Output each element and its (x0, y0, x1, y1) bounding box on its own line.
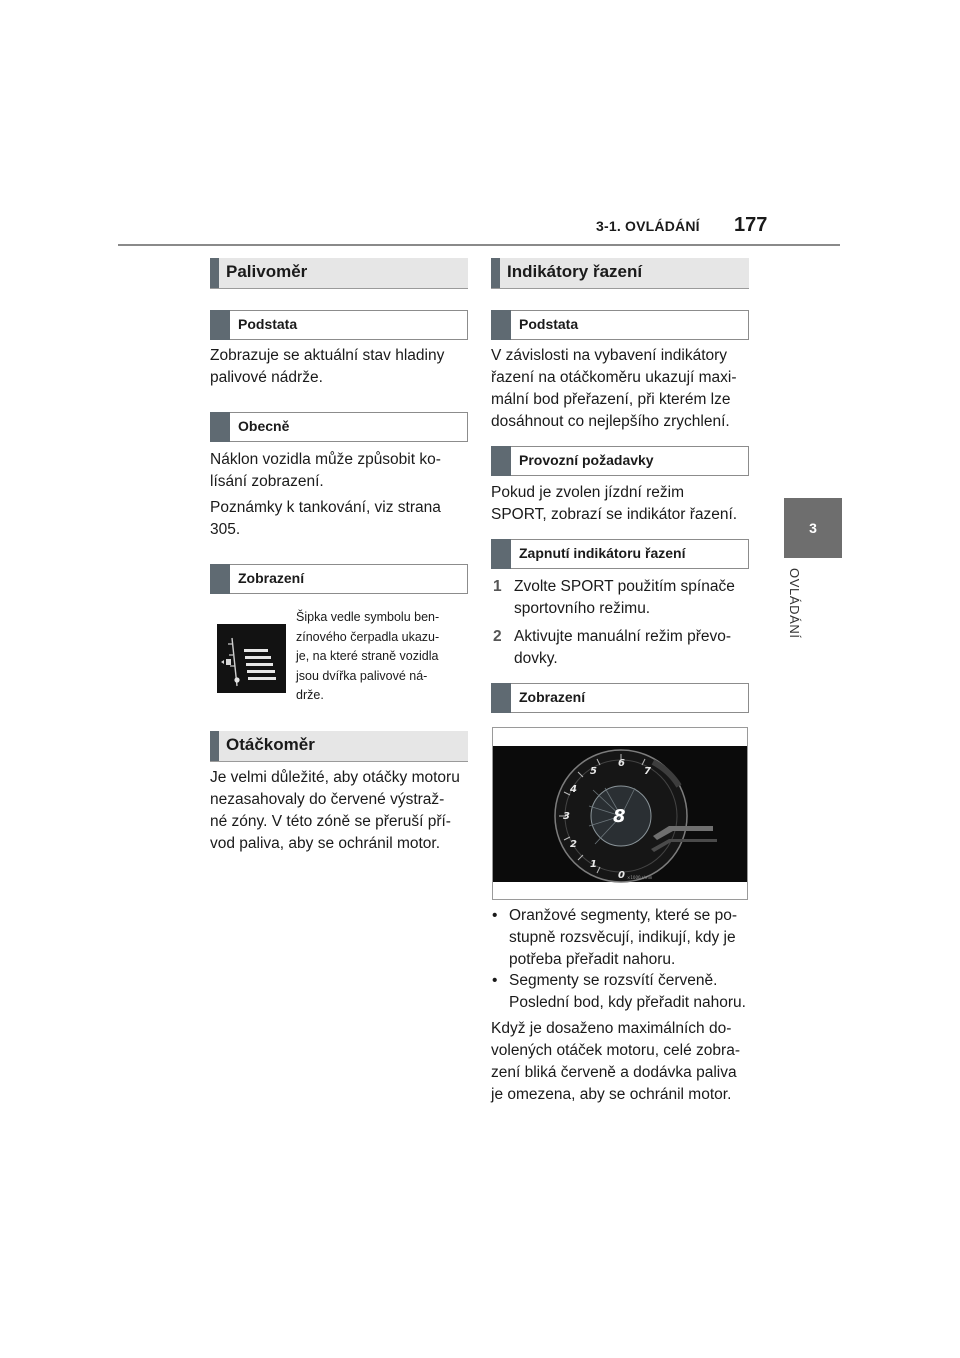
line: V závislosti na vybavení indikátory (491, 347, 728, 364)
subheading-text: Podstata (519, 316, 579, 332)
line: né zóny. V této zóně se přeruší pří- (210, 813, 451, 830)
line: stupně rozsvěcují, indikují, kdy je (509, 929, 736, 946)
tach-label-0: 0 (618, 870, 625, 881)
subheading-bar (210, 310, 230, 340)
subheading-text: Zobrazení (238, 570, 305, 586)
line: Pokud je zvolen jízdní režim (491, 484, 684, 501)
line: vod paliva, aby se ochránil motor. (210, 835, 441, 852)
chapter-label (787, 568, 807, 658)
bullet-1-marker: • (492, 907, 498, 924)
step-2-text (514, 626, 731, 670)
line: nezasahovaly do červené výstraž- (210, 791, 445, 808)
paragraph-podstata-left (210, 345, 444, 389)
step-1 (493, 576, 502, 598)
line: zení bliká červeně a dodávka paliva (491, 1064, 737, 1081)
subheading-podstata-right (491, 310, 749, 340)
line: potřeba přeřadit nahoru. (509, 951, 676, 968)
paragraph-otackomer (210, 767, 460, 855)
line: dosáhnout co nejlepšího zrychlení. (491, 413, 730, 430)
tach-label-6: 6 (618, 758, 625, 769)
line: Je velmi důležité, aby otáčky motoru (210, 769, 460, 786)
chapter-tab: 3 (784, 498, 842, 558)
paragraph-obecne (210, 449, 441, 493)
tach-label-2: 2 (570, 839, 577, 850)
subheading-text: Obecně (238, 418, 290, 434)
bullet-2-text (509, 970, 746, 1014)
heading-bar (210, 731, 219, 761)
line: Zvolte SPORT použitím spínače (514, 578, 735, 595)
tachometer-image (492, 727, 748, 900)
step-number: 2 (493, 628, 502, 645)
line: Poznámky k tankování, viz strana (210, 499, 441, 516)
tach-label-3: 3 (563, 811, 570, 822)
subheading-bar (491, 683, 511, 713)
step-2 (493, 626, 502, 648)
bullet-1-text (509, 905, 737, 971)
paragraph-provozni (491, 482, 737, 526)
line: lísání zobrazení. (210, 473, 324, 490)
subheading-text: Zapnutí indikátoru řazení (519, 545, 686, 561)
line: Segmenty se rozsvítí červeně. (509, 972, 718, 989)
chapter-label-text: OVLÁDÁNÍ (787, 568, 802, 639)
heading-text: Otáčkoměr (226, 735, 315, 754)
subheading-bar (210, 412, 230, 442)
heading-palivomer (210, 258, 468, 289)
tach-label-4: 4 (570, 784, 577, 795)
paragraph-podstata-right (491, 345, 737, 433)
tach-label-1: 1 (590, 859, 597, 870)
header-rule (118, 244, 840, 246)
line: Zobrazuje se aktuální stav hladiny (210, 347, 445, 364)
line: Poslední bod, kdy přeřadit nahoru. (509, 994, 746, 1011)
page-number: 177 (734, 214, 768, 236)
subheading-bar (210, 564, 230, 594)
line: Náklon vozidla může způsobit ko- (210, 451, 441, 468)
subheading-provozni (491, 446, 749, 476)
line: volených otáček motoru, celé zobra- (491, 1042, 740, 1059)
line: mální bod přeřazení, při kterém lze (491, 391, 731, 408)
step-number: 1 (493, 578, 502, 595)
heading-text: Indikátory řazení (507, 262, 643, 281)
subheading-obecne (210, 412, 468, 442)
tach-label-5: 5 (590, 766, 597, 777)
line: je omezena, aby se ochránil motor. (491, 1086, 732, 1103)
line: Oranžové segmenty, které se po- (509, 907, 738, 924)
bullet-2-marker: • (492, 972, 498, 989)
line: sportovního režimu. (514, 600, 651, 617)
paragraph-poznamky (210, 497, 441, 541)
subheading-zobrazeni-right (491, 683, 749, 713)
step-1-text (514, 576, 735, 620)
line: jsou dvířka palivové ná- (296, 668, 428, 683)
heading-otackomer (210, 731, 468, 762)
line: řazení na otáčkoměru ukazují maxi- (491, 369, 737, 386)
line: drže. (296, 688, 324, 703)
line: Když je dosaženo maximálních do- (491, 1020, 732, 1037)
fuel-image-caption (296, 608, 439, 706)
tachometer-icon (493, 728, 747, 899)
line: Aktivujte manuální režim převo- (514, 628, 732, 645)
section-title: 3-1. OVLÁDÁNÍ (596, 218, 700, 234)
subheading-bar (491, 446, 511, 476)
subheading-bar (491, 310, 511, 340)
heading-bar (210, 258, 219, 288)
heading-indikatory (491, 258, 749, 289)
subheading-zapnuti (491, 539, 749, 569)
line: 305. (210, 521, 241, 538)
subheading-zobrazeni-left (210, 564, 468, 594)
fuel-gauge-image (217, 624, 286, 693)
line: zínového čerpadla ukazu- (296, 629, 440, 644)
line: SPORT, zobrazí se indikátor řazení. (491, 506, 738, 523)
heading-bar (491, 258, 500, 288)
paragraph-final (491, 1018, 740, 1106)
subheading-text: Provozní požadavky (519, 452, 654, 468)
fuel-gauge-icon (217, 624, 286, 693)
line: Šipka vedle symbolu ben- (296, 610, 440, 624)
gear-indicator: 8 (613, 806, 626, 827)
subheading-bar (491, 539, 511, 569)
subheading-text: Podstata (238, 316, 298, 332)
subheading-text: Zobrazení (519, 689, 586, 705)
line: je, na které straně vozidla (296, 649, 439, 664)
subheading-podstata-left (210, 310, 468, 340)
tach-label-7: 7 (644, 766, 651, 777)
rpm-unit: ×1000 r/min (627, 875, 653, 880)
line: palivové nádrže. (210, 369, 323, 386)
line: dovky. (514, 650, 558, 667)
heading-text: Palivoměr (226, 262, 308, 281)
